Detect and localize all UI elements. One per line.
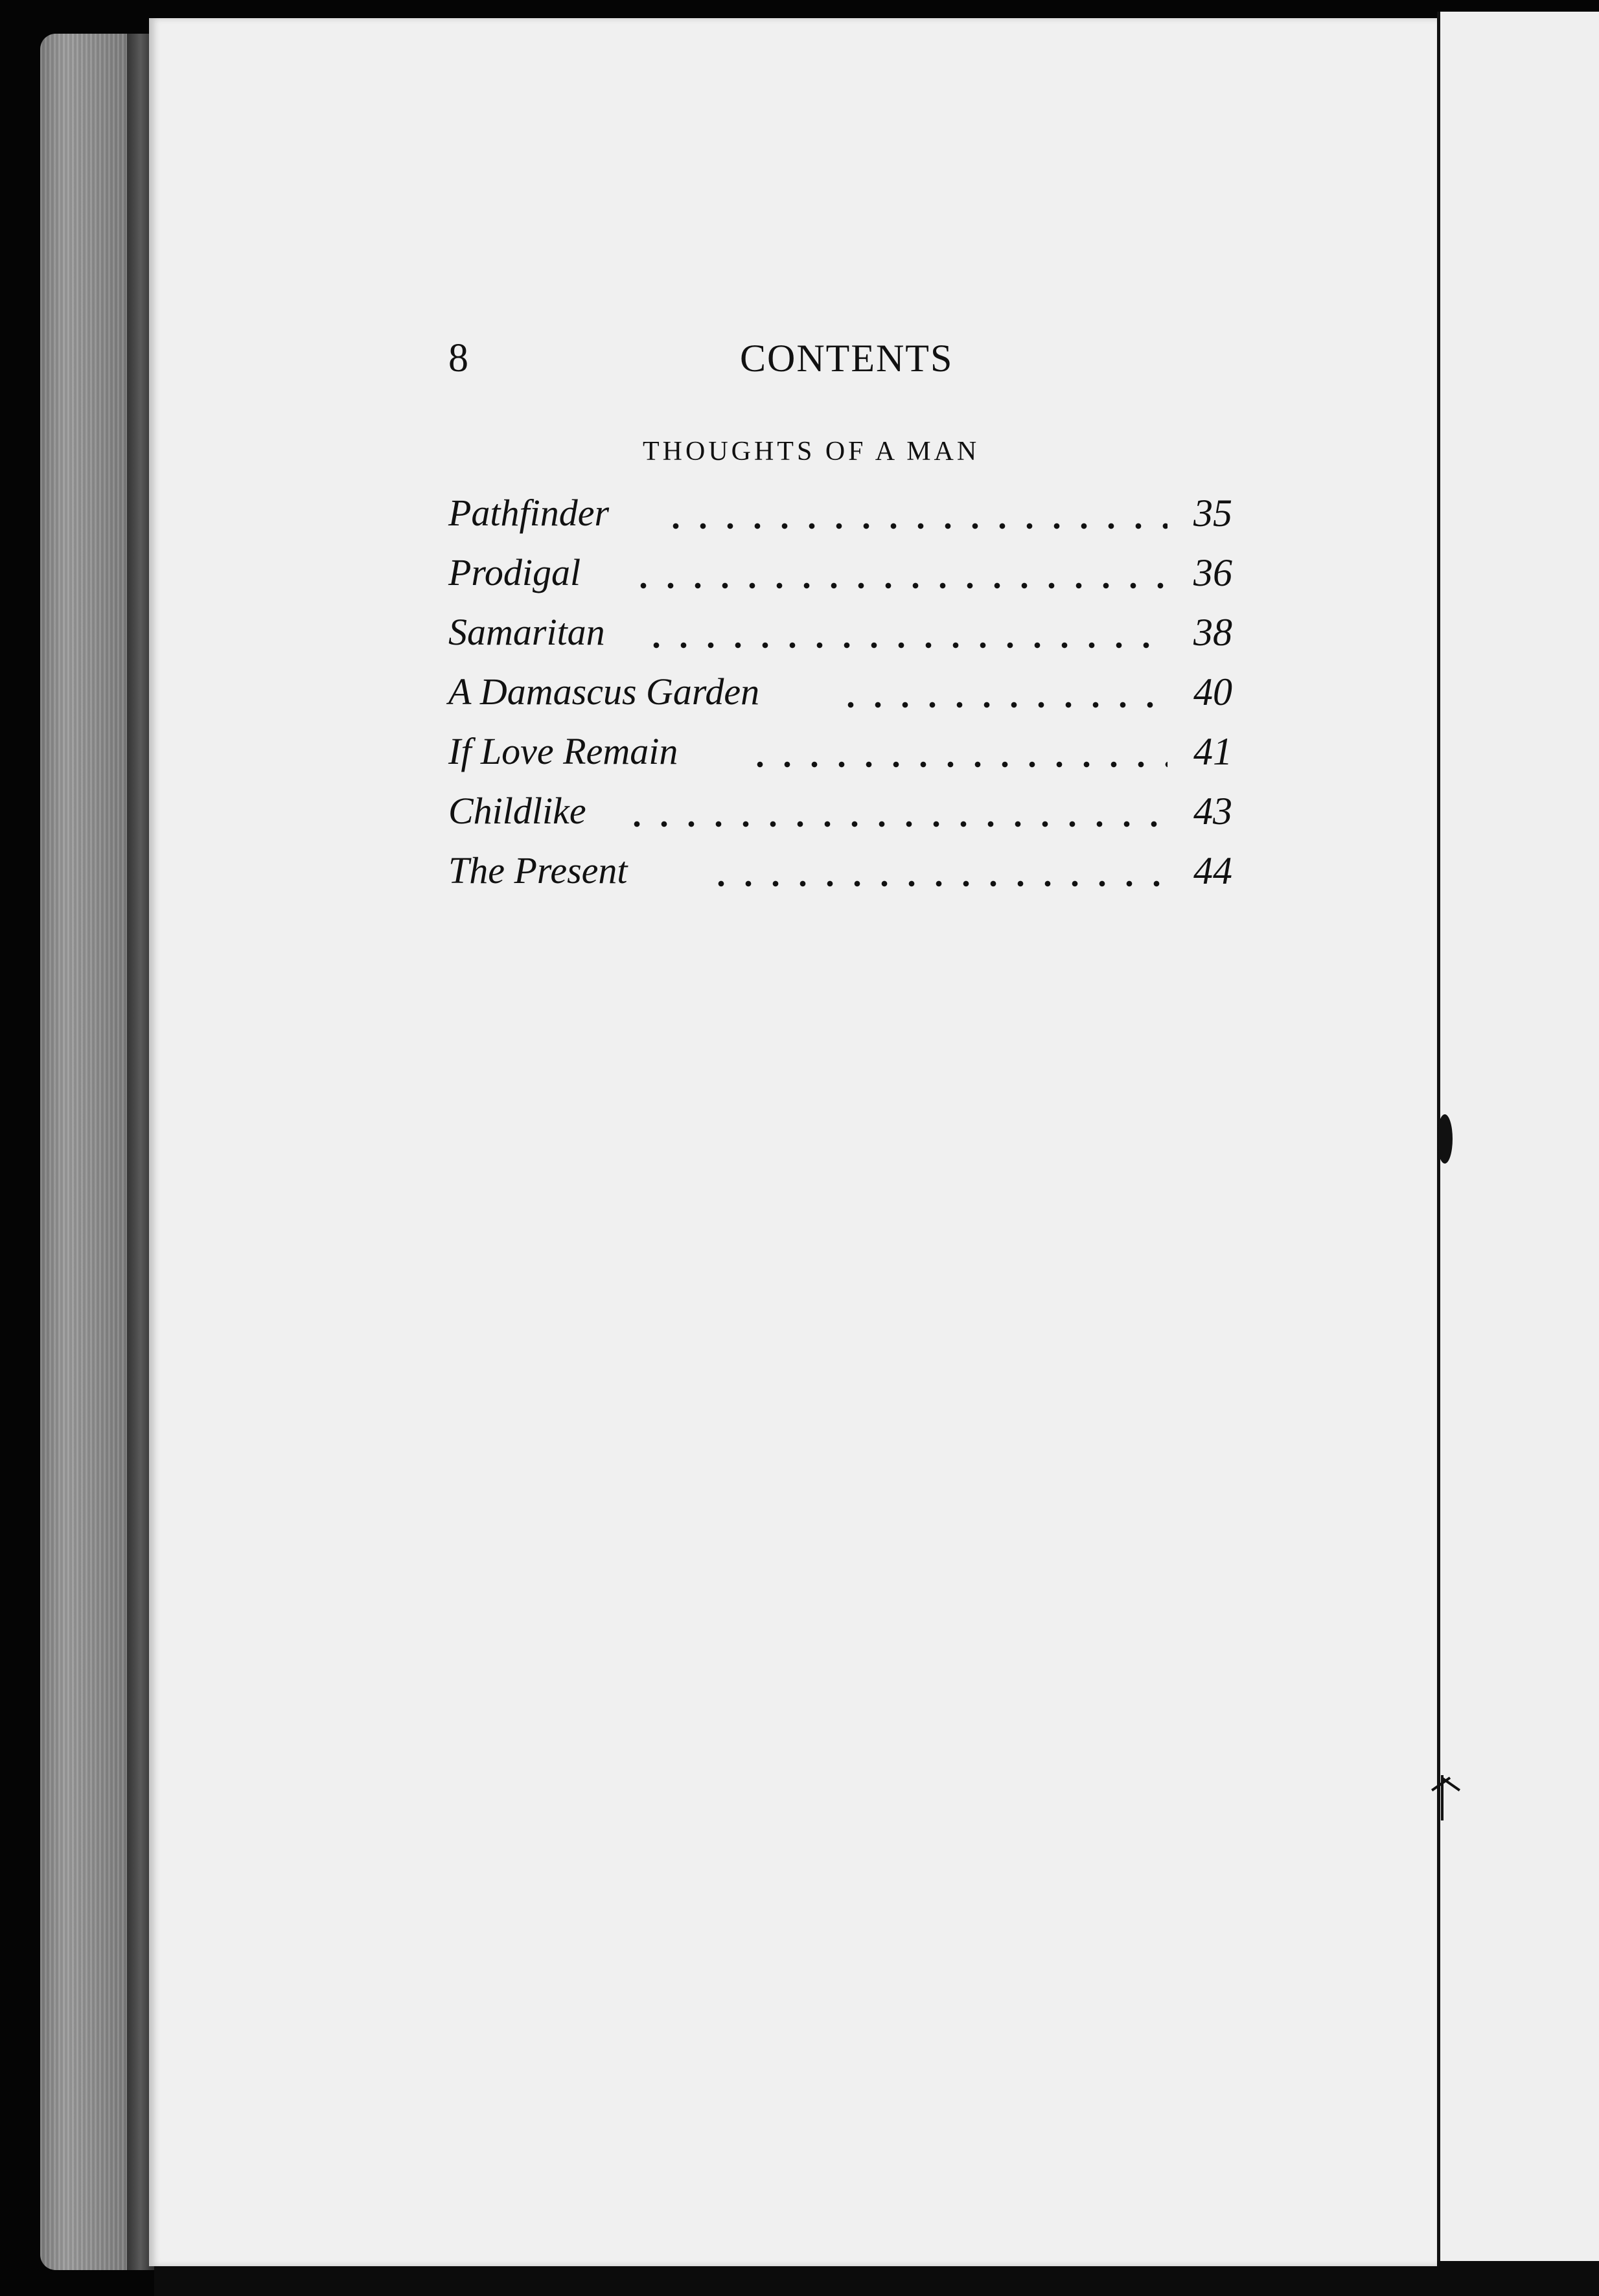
contents-entry-the-present xyxy=(448,845,1232,905)
entry-title: If Love Remain xyxy=(448,730,678,772)
entry-title: Prodigal xyxy=(448,551,581,593)
page-number: 8 xyxy=(448,336,468,380)
book-page xyxy=(149,18,1437,2266)
entry-page-number: 35 xyxy=(1193,492,1232,534)
contents-entry-prodigal xyxy=(448,547,1232,607)
dot-leader xyxy=(746,761,1168,768)
entry-title: The Present xyxy=(448,849,628,891)
dot-leader xyxy=(837,702,1168,708)
entry-page-number: 40 xyxy=(1193,671,1232,713)
dot-leader xyxy=(623,821,1168,827)
scan-bottom-border xyxy=(154,2261,1599,2296)
dot-leader xyxy=(662,523,1168,529)
entry-page-number: 44 xyxy=(1193,849,1232,892)
contents-entry-samaritan xyxy=(448,607,1232,667)
gutter-spot xyxy=(1437,1114,1453,1164)
contents-entry-pathfinder xyxy=(448,488,1232,547)
entry-page-number: 43 xyxy=(1193,790,1232,832)
section-title: THOUGHTS OF A MAN xyxy=(643,437,980,466)
dot-leader xyxy=(630,582,1168,589)
entry-title: Pathfinder xyxy=(448,492,610,534)
entry-title: Samaritan xyxy=(448,611,605,653)
contents-list xyxy=(448,488,1232,902)
entry-title: Childlike xyxy=(448,790,586,832)
dot-leader xyxy=(643,642,1168,649)
right-facing-page xyxy=(1437,12,1599,2266)
dot-leader xyxy=(707,880,1168,887)
entry-title: A Damascus Garden xyxy=(448,671,760,713)
contents-entry-childlike xyxy=(448,786,1232,845)
running-head: CONTENTS xyxy=(740,337,954,380)
contents-entry-a-damascus-garden xyxy=(448,667,1232,726)
entry-page-number: 38 xyxy=(1193,611,1232,654)
contents-entry-if-love-remain xyxy=(448,726,1232,786)
entry-page-number: 36 xyxy=(1193,551,1232,594)
entry-page-number: 41 xyxy=(1193,730,1232,773)
